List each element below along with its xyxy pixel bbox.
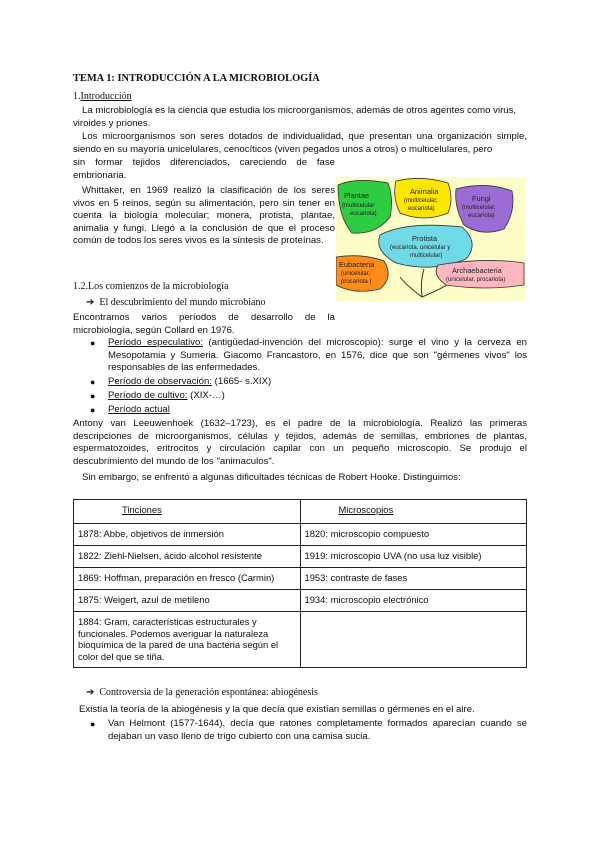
period-text: (1665- s.XIX) bbox=[212, 376, 272, 387]
table-cell: 1878: Abbe, objetivos de inmersión bbox=[74, 524, 301, 546]
five-kingdoms-diagram bbox=[336, 177, 526, 301]
animalia-sub: (multicelular, bbox=[404, 198, 438, 204]
archaebacteria-label: Archaebacteria bbox=[452, 266, 502, 275]
section-number: 1. bbox=[73, 91, 81, 102]
van-helmont-item: Van Helmont (1577-1644), decía que ratones completamente formados aparecían cuando se dejaban un vaso lleno de trigo cubierto con una camisa sucia. bbox=[108, 718, 527, 742]
period-item bbox=[108, 390, 527, 403]
table-cell bbox=[300, 612, 527, 668]
table-header-row bbox=[74, 500, 527, 524]
table-cell: 1919: microscopio UVA (no usa luz visible) bbox=[300, 546, 527, 568]
paragraph-leeuwenhoek: Antony van Leeuwenhoek (1632–1723), es el padre de la microbiología. Realizó las primeras descripciones de microorganismos, células y tejidos, además de semillas, embriones de plantas, espermatozoides, eritrocitos y circulación capilar con un pequeño microscopio. Se produjo el descubrimiento del mundo de los "animaculos". bbox=[73, 418, 527, 467]
page-title: TEMA 1: INTRODUCCIÓN A LA MICROBIOLOGÍA bbox=[73, 73, 320, 84]
period-text: (antigüedad-invención del microscopio): surge el vino y la cerveza en Mesopotamia y Sumeria. Giacomo Francastoro, en 1576, dice que son "gérmenes vivos" los responsables de las enfermedades. bbox=[108, 337, 527, 374]
subheading-text: El descubrimiento del mundo microbiano bbox=[99, 297, 266, 308]
subheading-text: Controversia de la generación espontánea: abiogénesis bbox=[99, 687, 318, 698]
paragraph-hooke: Sin embargo, se enfrentó a algunas dificultades técnicas de Robert Hooke. Distinguimos: bbox=[82, 472, 461, 483]
table-row bbox=[74, 612, 527, 668]
period-item bbox=[108, 404, 527, 417]
period-item bbox=[108, 337, 527, 375]
arrow-icon: ➔ bbox=[86, 297, 95, 308]
fungi-label: Fungi bbox=[472, 194, 491, 203]
arrow-icon: ➔ bbox=[86, 687, 95, 698]
fungi-sub: (multicelular, bbox=[462, 205, 496, 211]
paragraph-microorganisms: Los microorganismos son seres dotados de individualidad, que presentan una organización simple, siendo en su mayoría unicelulares, cenocíticos (viven pegados unos a otros) o multicelulares, pero bbox=[73, 131, 527, 155]
subheading-abiogenesis bbox=[86, 687, 318, 700]
bullet-icon: ● bbox=[90, 338, 96, 348]
bullet-icon: ● bbox=[90, 719, 96, 729]
period-label: Período actual bbox=[108, 404, 170, 415]
period-label: Período de cultivo: bbox=[108, 390, 188, 401]
table-cell: 1820: microscopio compuesto bbox=[300, 524, 527, 546]
table-cell: 1934: microscopio electrónico bbox=[300, 590, 527, 612]
period-label: Período de observación: bbox=[108, 376, 212, 387]
bullet-icon: ● bbox=[90, 377, 96, 387]
paragraph-microorganisms-cont: sin formar tejidos diferenciados, careciendo de fase embrionaria. bbox=[73, 157, 335, 181]
protista-sub: (eucariota, unicelular y bbox=[390, 245, 451, 251]
section-heading-comienzos: 1.2.Los comienzos de la microbiología bbox=[73, 281, 229, 292]
fungi-sub: eucariota) bbox=[468, 213, 495, 219]
table-cell: 1953: contraste de fases bbox=[300, 568, 527, 590]
section-title: Introducción bbox=[80, 91, 132, 102]
plantae-sub: eucariota) bbox=[350, 211, 377, 217]
paragraph-intro: La microbiología es la ciencia que estudia los microorganismos, además de otros agentes como virus, viroides y priones. bbox=[73, 105, 517, 129]
animalia-label: Animalia bbox=[410, 187, 439, 196]
bullet-icon: ● bbox=[90, 391, 96, 401]
section-heading-introduccion bbox=[73, 91, 132, 104]
table-row bbox=[74, 524, 527, 546]
period-item bbox=[108, 376, 527, 389]
eubacteria-sub: procariota ) bbox=[341, 279, 372, 285]
subheading-descubrimiento bbox=[86, 297, 265, 310]
plantae-sub: (multicelular bbox=[342, 203, 375, 209]
table-cell: 1884: Gram, características estructurales y funcionales. Podemos averiguar la naturaleza bioquímica de la pared de una bacteria según el color del que se tiña. bbox=[74, 612, 301, 668]
table-row bbox=[74, 568, 527, 590]
plantae-label: Plantae bbox=[344, 191, 370, 200]
paragraph-whittaker: Whittaker, en 1969 realizó la clasificación de los seres vivos en 5 reinos, según su alimentación, pero sin tener en cuenta la biología molecular; monera, protista, plantae, animalia y fungi. Llegó a la conclusión de que el proceso común de todos los seres vivos es la síntesis de proteínas. bbox=[73, 185, 335, 247]
table-cell: 1875: Weigert, azul de metileno bbox=[74, 590, 301, 612]
eubacteria-sub: (unicelular, bbox=[341, 271, 371, 277]
paragraph-abiogenesis: Existía la teoría de la abiogénesis y la que decía que existían semillas o gérmenes en el aire. bbox=[79, 704, 475, 715]
techniques-table bbox=[73, 499, 527, 668]
animalia-sub: eucariota) bbox=[408, 206, 435, 212]
table-header-tinciones: Tinciones bbox=[74, 500, 301, 524]
table-cell: 1822: Ziehl-Nielsen, ácido alcohol resistente bbox=[74, 546, 301, 568]
archaebacteria-sub: (unicelular, procariota) bbox=[446, 277, 506, 283]
period-label: Período especulativo: bbox=[108, 337, 204, 348]
bullet-icon: ● bbox=[90, 405, 96, 415]
period-text: (XIX-…) bbox=[187, 390, 225, 401]
protista-sub: multicelular) bbox=[410, 253, 443, 259]
table-row bbox=[74, 546, 527, 568]
table-row bbox=[74, 590, 527, 612]
table-cell: 1869: Hoffman, preparación en fresco (Carmin) bbox=[74, 568, 301, 590]
paragraph-periodos: Encontramos varios períodos de desarrollo de la microbiología, según Collard en 1976. bbox=[73, 312, 335, 336]
eubacteria-label: Eubacteria bbox=[339, 260, 375, 269]
table-header-microscopios: Microscopios bbox=[300, 500, 527, 524]
protista-label: Protista bbox=[412, 234, 438, 243]
